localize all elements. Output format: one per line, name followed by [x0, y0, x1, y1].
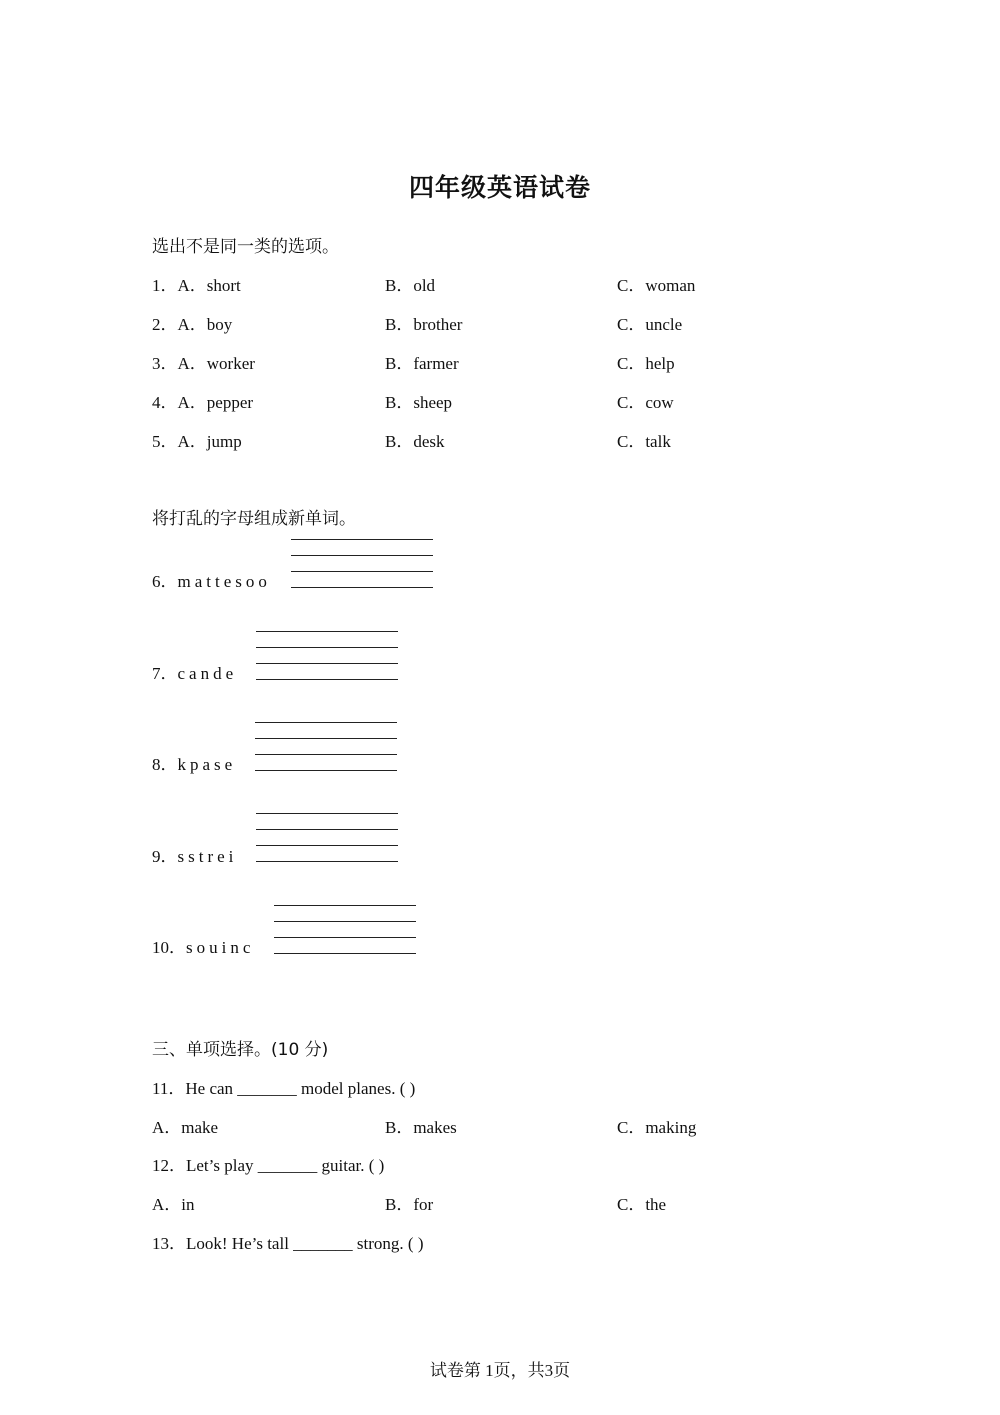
section3-heading: 三、单项选择。(10 分)	[152, 1040, 329, 1060]
scrambled-letters: kpase	[177, 755, 237, 774]
question-stem-13: 13．Look! He’s tall _______ strong. ( )	[152, 1234, 424, 1253]
question-option-c: C．uncle	[617, 315, 683, 334]
question-row-4	[0, 388, 1000, 412]
question-options-12	[0, 1190, 1000, 1214]
question-option-c: C．woman	[617, 276, 696, 295]
question-option-a: A．in	[152, 1195, 195, 1214]
scrambled-letters: cande	[177, 664, 238, 683]
question-stem-12: 12．Let’s play _______ guitar. ( )	[152, 1156, 385, 1175]
question-option-c: C．the	[617, 1195, 667, 1214]
question-option-b: B．desk	[385, 432, 445, 451]
section1-heading: 选出不是同一类的选项。	[152, 237, 339, 257]
page-title: 四年级英语试卷	[408, 173, 591, 202]
scrambled-letters: sstrei	[177, 847, 238, 866]
question-option-b: B．sheep	[385, 393, 453, 412]
question-row-5	[0, 427, 1000, 451]
question-option-a: 1．A．short	[152, 276, 241, 295]
question-row-1	[0, 271, 1000, 295]
question-option-c: C．talk	[617, 432, 671, 451]
scramble-item-9: 9．sstrei	[152, 847, 238, 866]
scramble-item-6: 6．mattesoo	[152, 572, 271, 591]
question-option-b: B．brother	[385, 315, 463, 334]
question-row-3	[0, 349, 1000, 373]
section2-heading: 将打乱的字母组成新单词。	[152, 509, 356, 529]
question-option-a: A．make	[152, 1118, 219, 1137]
question-option-a: 3．A．worker	[152, 354, 255, 373]
question-option-c: C．cow	[617, 393, 674, 412]
scramble-item-7: 7．cande	[152, 664, 238, 683]
question-option-a: 4．A．pepper	[152, 393, 254, 412]
question-option-a: 2．A．boy	[152, 315, 233, 334]
question-option-a: 5．A．jump	[152, 432, 242, 451]
question-row-2	[0, 310, 1000, 334]
question-option-b: B．farmer	[385, 354, 459, 373]
scrambled-letters: mattesoo	[177, 572, 271, 591]
question-option-b: B．makes	[385, 1118, 457, 1137]
question-option-c: C．help	[617, 354, 675, 373]
page-footer: 试卷第 1页，共3页	[429, 1361, 571, 1380]
question-stem-11: 11．He can _______ model planes. ( )	[152, 1079, 416, 1098]
scrambled-letters: souinc	[186, 938, 255, 957]
question-option-b: B．old	[385, 276, 436, 295]
scramble-item-10: 10．souinc	[152, 938, 255, 957]
scramble-item-8: 8．kpase	[152, 755, 237, 774]
question-options-11	[0, 1113, 1000, 1137]
question-option-b: B．for	[385, 1195, 434, 1214]
question-option-c: C．making	[617, 1118, 697, 1137]
